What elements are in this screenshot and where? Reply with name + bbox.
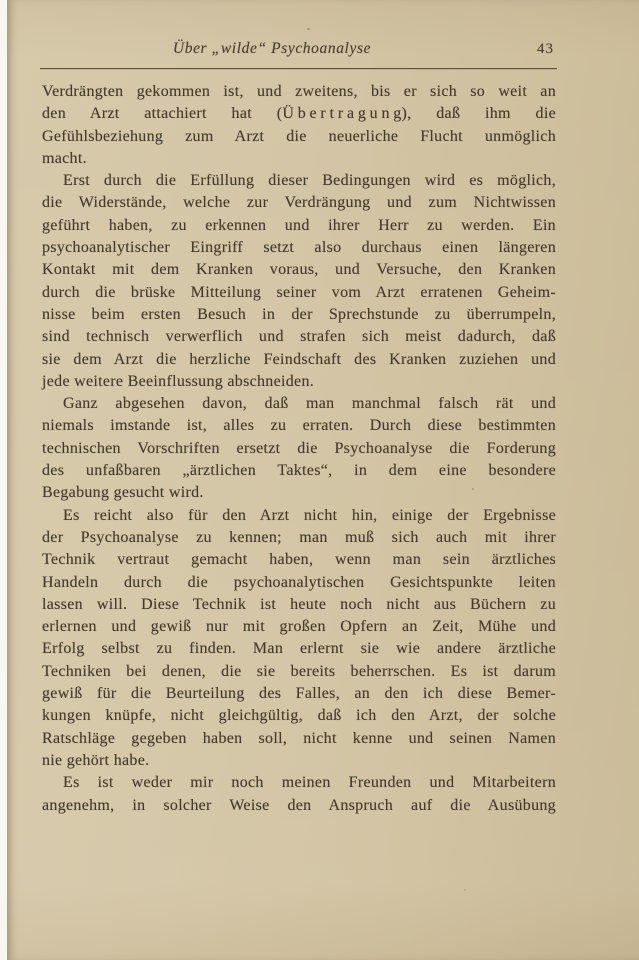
text-line: den Arzt attachiert hat (Ü b e r t r a g u n g), daß ihm die	[42, 105, 556, 123]
text-line: Techniken bei denen, die sie bereits beherrschen. Es ist darum	[42, 662, 556, 680]
text-line: niemals imstande ist, alles zu erraten. Durch diese bestimmten	[42, 417, 556, 435]
text-line: Handeln durch die psychoanalytischen Gesichtspunkte leiten	[42, 573, 556, 591]
scan-artifact	[307, 28, 310, 30]
running-header	[42, 40, 557, 62]
header-rule	[40, 68, 557, 69]
text-line: sie dem Arzt die herzliche Feindschaft des Kranken zuziehen und	[42, 350, 556, 368]
text-line: Gefühlsbeziehung zum Arzt die neuerliche Flucht unmöglich	[42, 127, 556, 145]
text-line: Es ist weder mir noch meinen Freunden und Mitarbeitern	[63, 774, 556, 792]
text-line: Erst durch die Erfüllung dieser Bedingungen wird es möglich,	[63, 172, 556, 190]
text-line: gewiß für die Beurteilung des Falles, an den ich diese Bemer-	[42, 685, 556, 703]
text-line: sind technisch verwerflich und strafen sich meist dadurch, daß	[42, 328, 556, 346]
text-line: der Psychoanalyse zu kennen; man muß sich auch mit ihrer	[42, 528, 556, 546]
text-line: nisse beim ersten Besuch in der Sprechstunde zu überrumpeln,	[42, 305, 556, 323]
text-line: Technik vertraut gemacht haben, wenn man sein ärztliches	[42, 551, 556, 569]
text-line: Begabung gesucht wird.	[42, 484, 204, 502]
scan-artifact	[472, 488, 474, 490]
text-line: erlernen und gewiß nur mit großen Opfern an Zeit, Mühe und	[42, 618, 556, 636]
text-line: angenehm, in solcher Weise den Anspruch auf die Ausübung	[42, 796, 556, 814]
scan-artifact	[464, 889, 466, 891]
text-line: jede weitere Beeinflussung abschneiden.	[42, 372, 315, 390]
text-line: geführt haben, zu erkennen und ihrer Herr zu werden. Ein	[42, 216, 556, 234]
text-line: Verdrängten gekommen ist, und zweitens, bis er sich so weit an	[42, 83, 556, 100]
body-text	[42, 81, 556, 817]
text-line: Es reicht also für den Arzt nicht hin, einige der Ergebnisse	[63, 506, 556, 524]
book-page	[7, 0, 639, 960]
text-line: lassen will. Diese Technik ist heute noch nicht aus Büchern zu	[42, 595, 556, 613]
text-line: macht.	[42, 149, 87, 167]
text-line: nie gehört habe.	[42, 751, 150, 769]
text-line: durch die brüske Mitteilung seiner vom Arzt erratenen Geheim-	[42, 283, 556, 301]
text-line: Ganz abgesehen davon, daß man manchmal falsch rät und	[63, 395, 556, 413]
running-header-title: Über „wilde“ Psychoanalyse	[172, 40, 372, 57]
text-line: Erfolg selbst zu finden. Man erlernt sie wie andere ärztliche	[42, 640, 556, 658]
text-line: die Widerstände, welche zur Verdrängung und zum Nichtwissen	[42, 194, 556, 212]
text-line: Ratschläge gegeben haben soll, nicht kenne und seinen Namen	[42, 729, 556, 747]
page-number: 43	[537, 41, 554, 57]
text-line: kungen knüpfe, nicht gleichgültig, daß ich den Arzt, der solche	[42, 707, 556, 725]
text-line: des unfaßbaren „ärztlichen Taktes“, in dem eine besondere	[42, 462, 556, 480]
text-line: Kontakt mit dem Kranken voraus, und Versuche, den Kranken	[42, 261, 556, 279]
text-line: technischen Vorschriften ersetzt die Psychoanalyse die Forderung	[42, 439, 556, 457]
text-line: psychoanalytischer Eingriff setzt also durchaus einen längeren	[42, 239, 556, 257]
